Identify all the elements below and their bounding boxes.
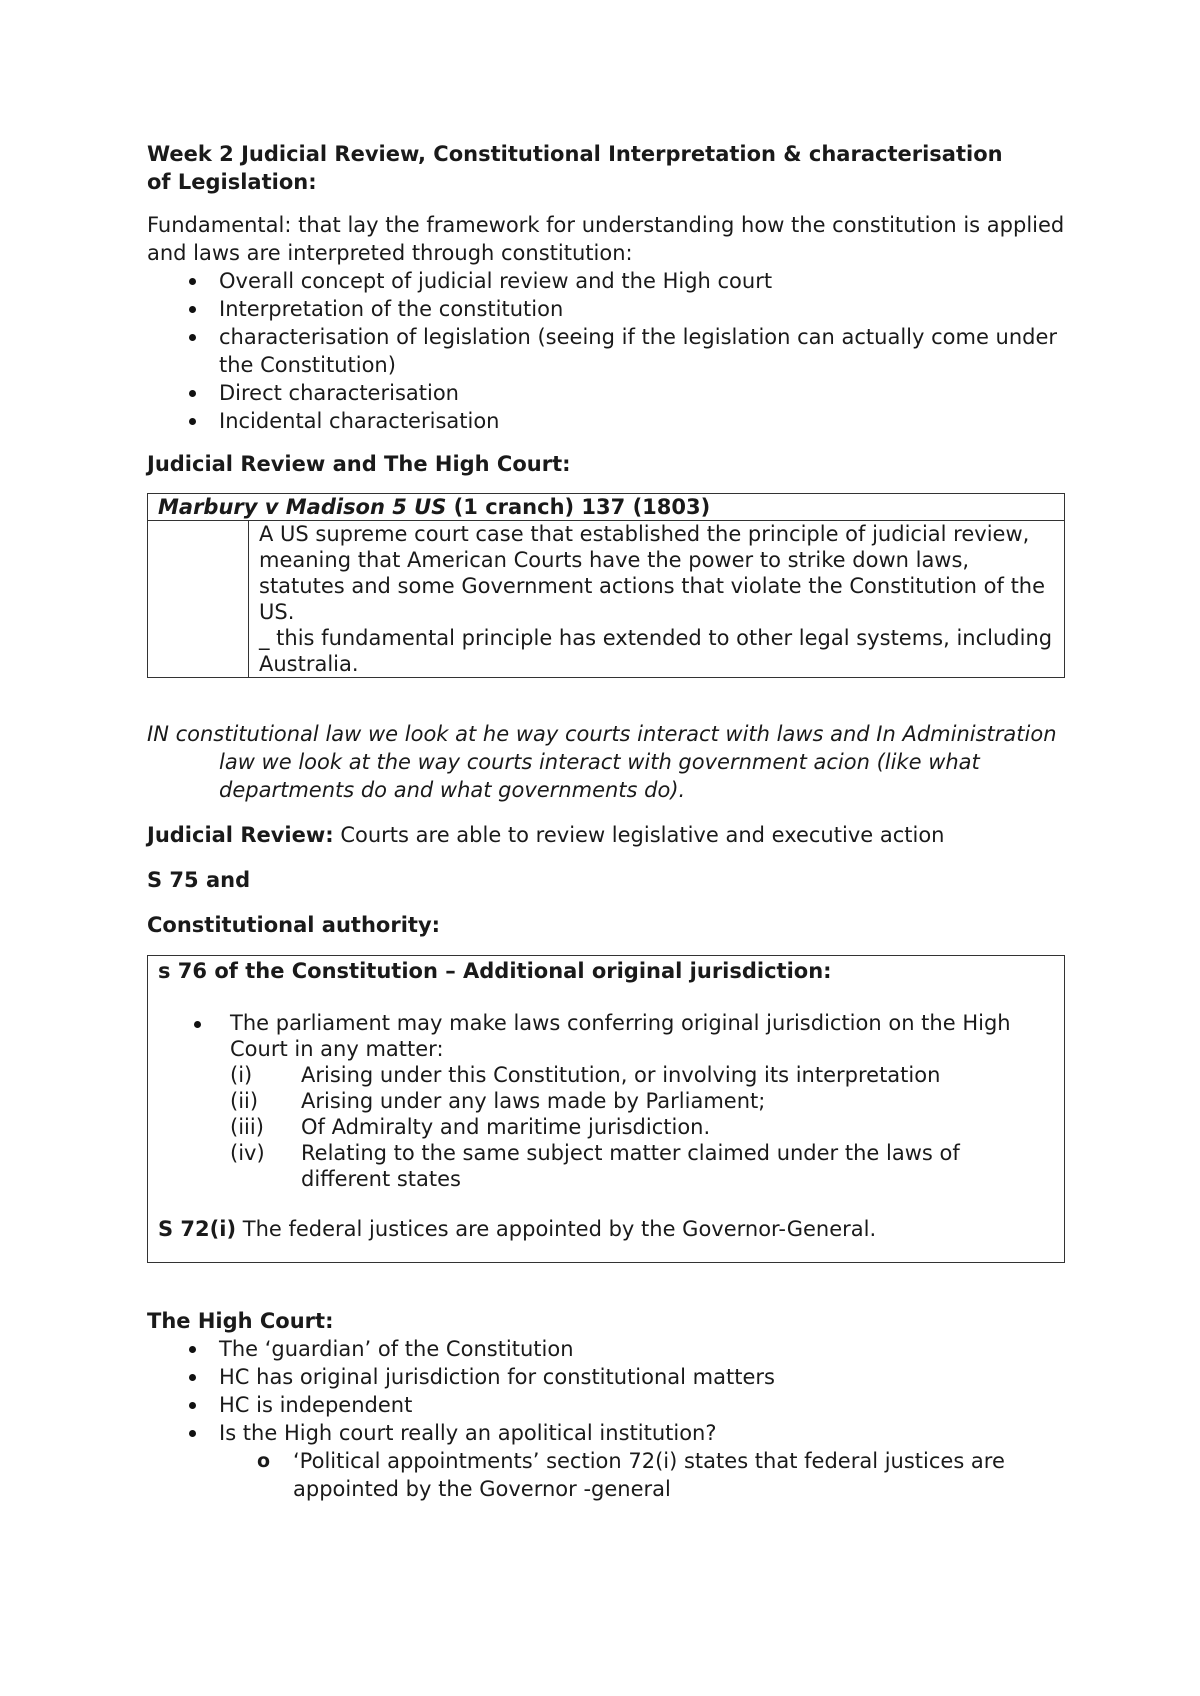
subsection-text: Arising under this Constitution, or involving its interpretation: [301, 1063, 941, 1087]
high-court-sublist: [147, 1447, 1067, 1503]
definition-label: Judicial Review:: [147, 823, 334, 847]
s72-paragraph: [158, 1216, 1054, 1242]
s76-box: [147, 955, 1065, 1263]
sub-list-item: o ‘Political appointments’ section 72(i) states that federal justices are appointed by the Governor -general: [147, 1447, 1067, 1503]
subsection-number: (iii): [230, 1115, 264, 1139]
high-court-list: [147, 1335, 1067, 1447]
subsection-text: Relating to the same subject matter claimed under the laws of different states: [301, 1141, 960, 1191]
subsection-text: Of Admiralty and maritime jurisdiction.: [301, 1115, 711, 1139]
title-line-2: of Legislation:: [147, 170, 317, 194]
case-table: [147, 493, 1065, 678]
italic-note: IN constitutional law we look at he way courts interact with laws and In Administration law we look at the way courts interact with government acion (like what departments do and what governments do).: [147, 722, 1057, 802]
section-heading-judicial-review: Judicial Review and The High Court:: [147, 452, 571, 476]
list-item: Interpretation of the constitution: [147, 295, 1067, 323]
title-line-1: Week 2 Judicial Review, Constitutional Interpretation & characterisation: [147, 142, 1003, 166]
subsection-row: [230, 1062, 1054, 1088]
case-empty-cell: [148, 521, 249, 678]
list-item: characterisation of legislation (seeing if the legislation can actually come under the Constitution): [147, 323, 1067, 379]
topics-list: [147, 267, 1067, 435]
case-summary-cell: [249, 521, 1065, 678]
subsection-number: (iv): [230, 1141, 265, 1165]
definition-text: Courts are able to review legislative and executive action: [333, 823, 945, 847]
case-summary: A US supreme court case that established the principle of judicial review, meaning that American Courts have the power to strike down laws, statutes and some Government actions that violate the Constitution of the US.: [259, 522, 1046, 624]
subsection-row: [230, 1088, 1054, 1114]
list-item: Incidental characterisation: [147, 407, 1067, 435]
s76-title: s 76 of the Constitution – Additional original jurisdiction:: [158, 959, 832, 983]
intro-paragraph: Fundamental: that lay the framework for understanding how the constitution is applied and laws are interpreted through constitution:: [147, 213, 1065, 265]
constitutional-authority-heading: Constitutional authority:: [147, 913, 441, 937]
case-citation: (1 cranch) 137 (1803): [446, 495, 711, 519]
list-item: The parliament may make laws conferring original jurisdiction on the High Court in any matter:: [158, 1010, 1054, 1062]
list-item: HC has original jurisdiction for constitutional matters: [147, 1363, 1067, 1391]
document-page: [147, 140, 1067, 1503]
subsection-text: Arising under any laws made by Parliament;: [301, 1089, 766, 1113]
subsection-number: (i): [230, 1063, 253, 1087]
list-item: Is the High court really an apolitical institution?: [147, 1419, 1067, 1447]
list-item: Direct characterisation: [147, 379, 1067, 407]
s75-heading: S 75 and: [147, 868, 251, 892]
subsection-row: [230, 1140, 1054, 1192]
list-item: The ‘guardian’ of the Constitution: [147, 1335, 1067, 1363]
list-item: HC is independent: [147, 1391, 1067, 1419]
case-note: _ this fundamental principle has extended to other legal systems, including Australia.: [259, 626, 1053, 676]
subsection-number: (ii): [230, 1089, 259, 1113]
case-heading: [148, 494, 1065, 521]
list-item: Overall concept of judicial review and the High court: [147, 267, 1067, 295]
s76-bullet-list: [158, 1010, 1054, 1062]
s76-subsections: [230, 1062, 1054, 1192]
subsection-row: [230, 1114, 1054, 1140]
judicial-review-definition: [147, 821, 1067, 849]
high-court-heading: The High Court:: [147, 1309, 334, 1333]
s72-label: S 72(i): [158, 1217, 237, 1241]
case-name: Marbury v Madison 5 US: [158, 495, 447, 519]
s72-text: The federal justices are appointed by the Governor-General.: [236, 1217, 877, 1241]
document-title: [147, 140, 1067, 196]
